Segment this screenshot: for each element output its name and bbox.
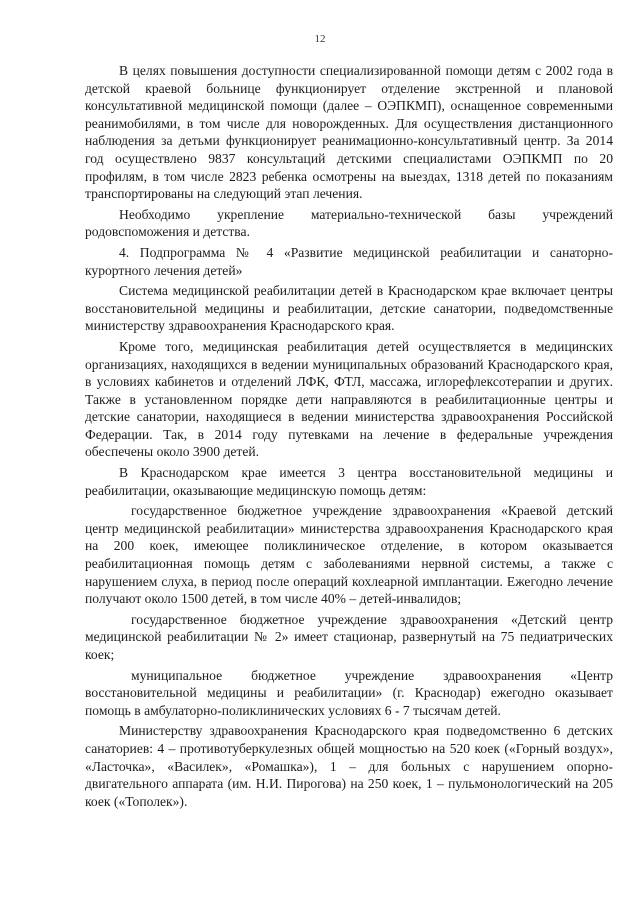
list-item-regional-center: государственное бюджетное учреждение здравоохранения «Краевой детский центр медицинской реабилитации» министерства здравоохранения Краснодарского края на 200 коек, имеющее поликлиническое отделение, в котором оказывается реабилитационная помощь детям с заболеваниями нервной системы, а также с нарушением слуха, в период после операций кохлеарной имплантации. Ежегодно лечение получают около 1500 детей, в том числе 40% – детей-инвалидов;	[85, 503, 613, 607]
paragraph-emergency-care: В целях повышения доступности специализированной помощи детям с 2002 года в детской краевой больнице функционирует отделение экстренной и плановой консультативной медицинской помощи (далее – ОЭПКМП), оснащенное современными реанимобилями, в том числе для новорожденных. Для осуществления дистанционного наблюдения за детьми функционирует реанимационно-консультативный центр. За 2014 год осуществлено 9837 консультаций детскими специалистами ОЭПКМП по 20 профилям, в том числе 2823 ребенка осмотрены на выездах, 1318 детей по показаниям транспортированы на следующий этап лечения.	[85, 63, 613, 202]
list-item-krasnodar-center: муниципальное бюджетное учреждение здравоохранения «Центр восстановительной медицины и реабилитации» (г. Краснодар) ежегодно оказывает помощь в амбулаторно-поликлинических условиях 6 - 7 тысячам детей.	[85, 667, 613, 718]
paragraph-infrastructure-need: Необходимо укрепление материально-технической базы учреждений родовспоможения и детства.	[85, 206, 613, 240]
document-body	[85, 62, 613, 813]
page-number: 12	[314, 33, 326, 45]
paragraph-rehab-centers-intro: В Краснодарском крае имеется 3 центра восстановительной медицины и реабилитации, оказывающие медицинскую помощь детям:	[85, 465, 613, 498]
paragraph-rehab-system: Система медицинской реабилитации детей в Краснодарском крае включает центры восстановительной медицины и реабилитации, детские санатории, подведомственные министерству здравоохранения Краснодарского края.	[85, 283, 613, 334]
paragraph-municipal-rehab: Кроме того, медицинская реабилитация детей осуществляется в медицинских организациях, находящихся в ведении муниципальных образований Краснодарского края, в условиях кабинетов и отделений ЛФК, ФТЛ, массажа, иглорефлексотерапии и других. Также в установленном порядке дети направляются в реабилитационные центры и детские санатории, находящиеся в ведении министерства здравоохранения Российской Федерации. Так, в 2014 году путевками на лечение в федеральные учреждения обеспечены около 3900 детей.	[85, 338, 613, 460]
paragraph-sanatoriums: Министерству здравоохранения Краснодарского края подведомственно 6 детских санаториев: 4 – противотуберкулезных общей мощностью на 520 коек («Горный воздух», «Ласточка», «Василек», «Ромашка»), 1 – для больных с нарушением опорно-двигательного аппарата (им. Н.И. Пирогова) на 250 коек, 1 – пульмонологический на 205 коек («Тополек»).	[85, 723, 613, 809]
subprogram-heading: 4. Подпрограмма № 4 «Развитие медицинской реабилитации и санаторно-курортного лечения детей»	[85, 244, 613, 278]
list-item-center-2: государственное бюджетное учреждение здравоохранения «Детский центр медицинской реабилитации № 2» имеет стационар, развернутый на 75 педиатрических коек;	[85, 611, 613, 662]
